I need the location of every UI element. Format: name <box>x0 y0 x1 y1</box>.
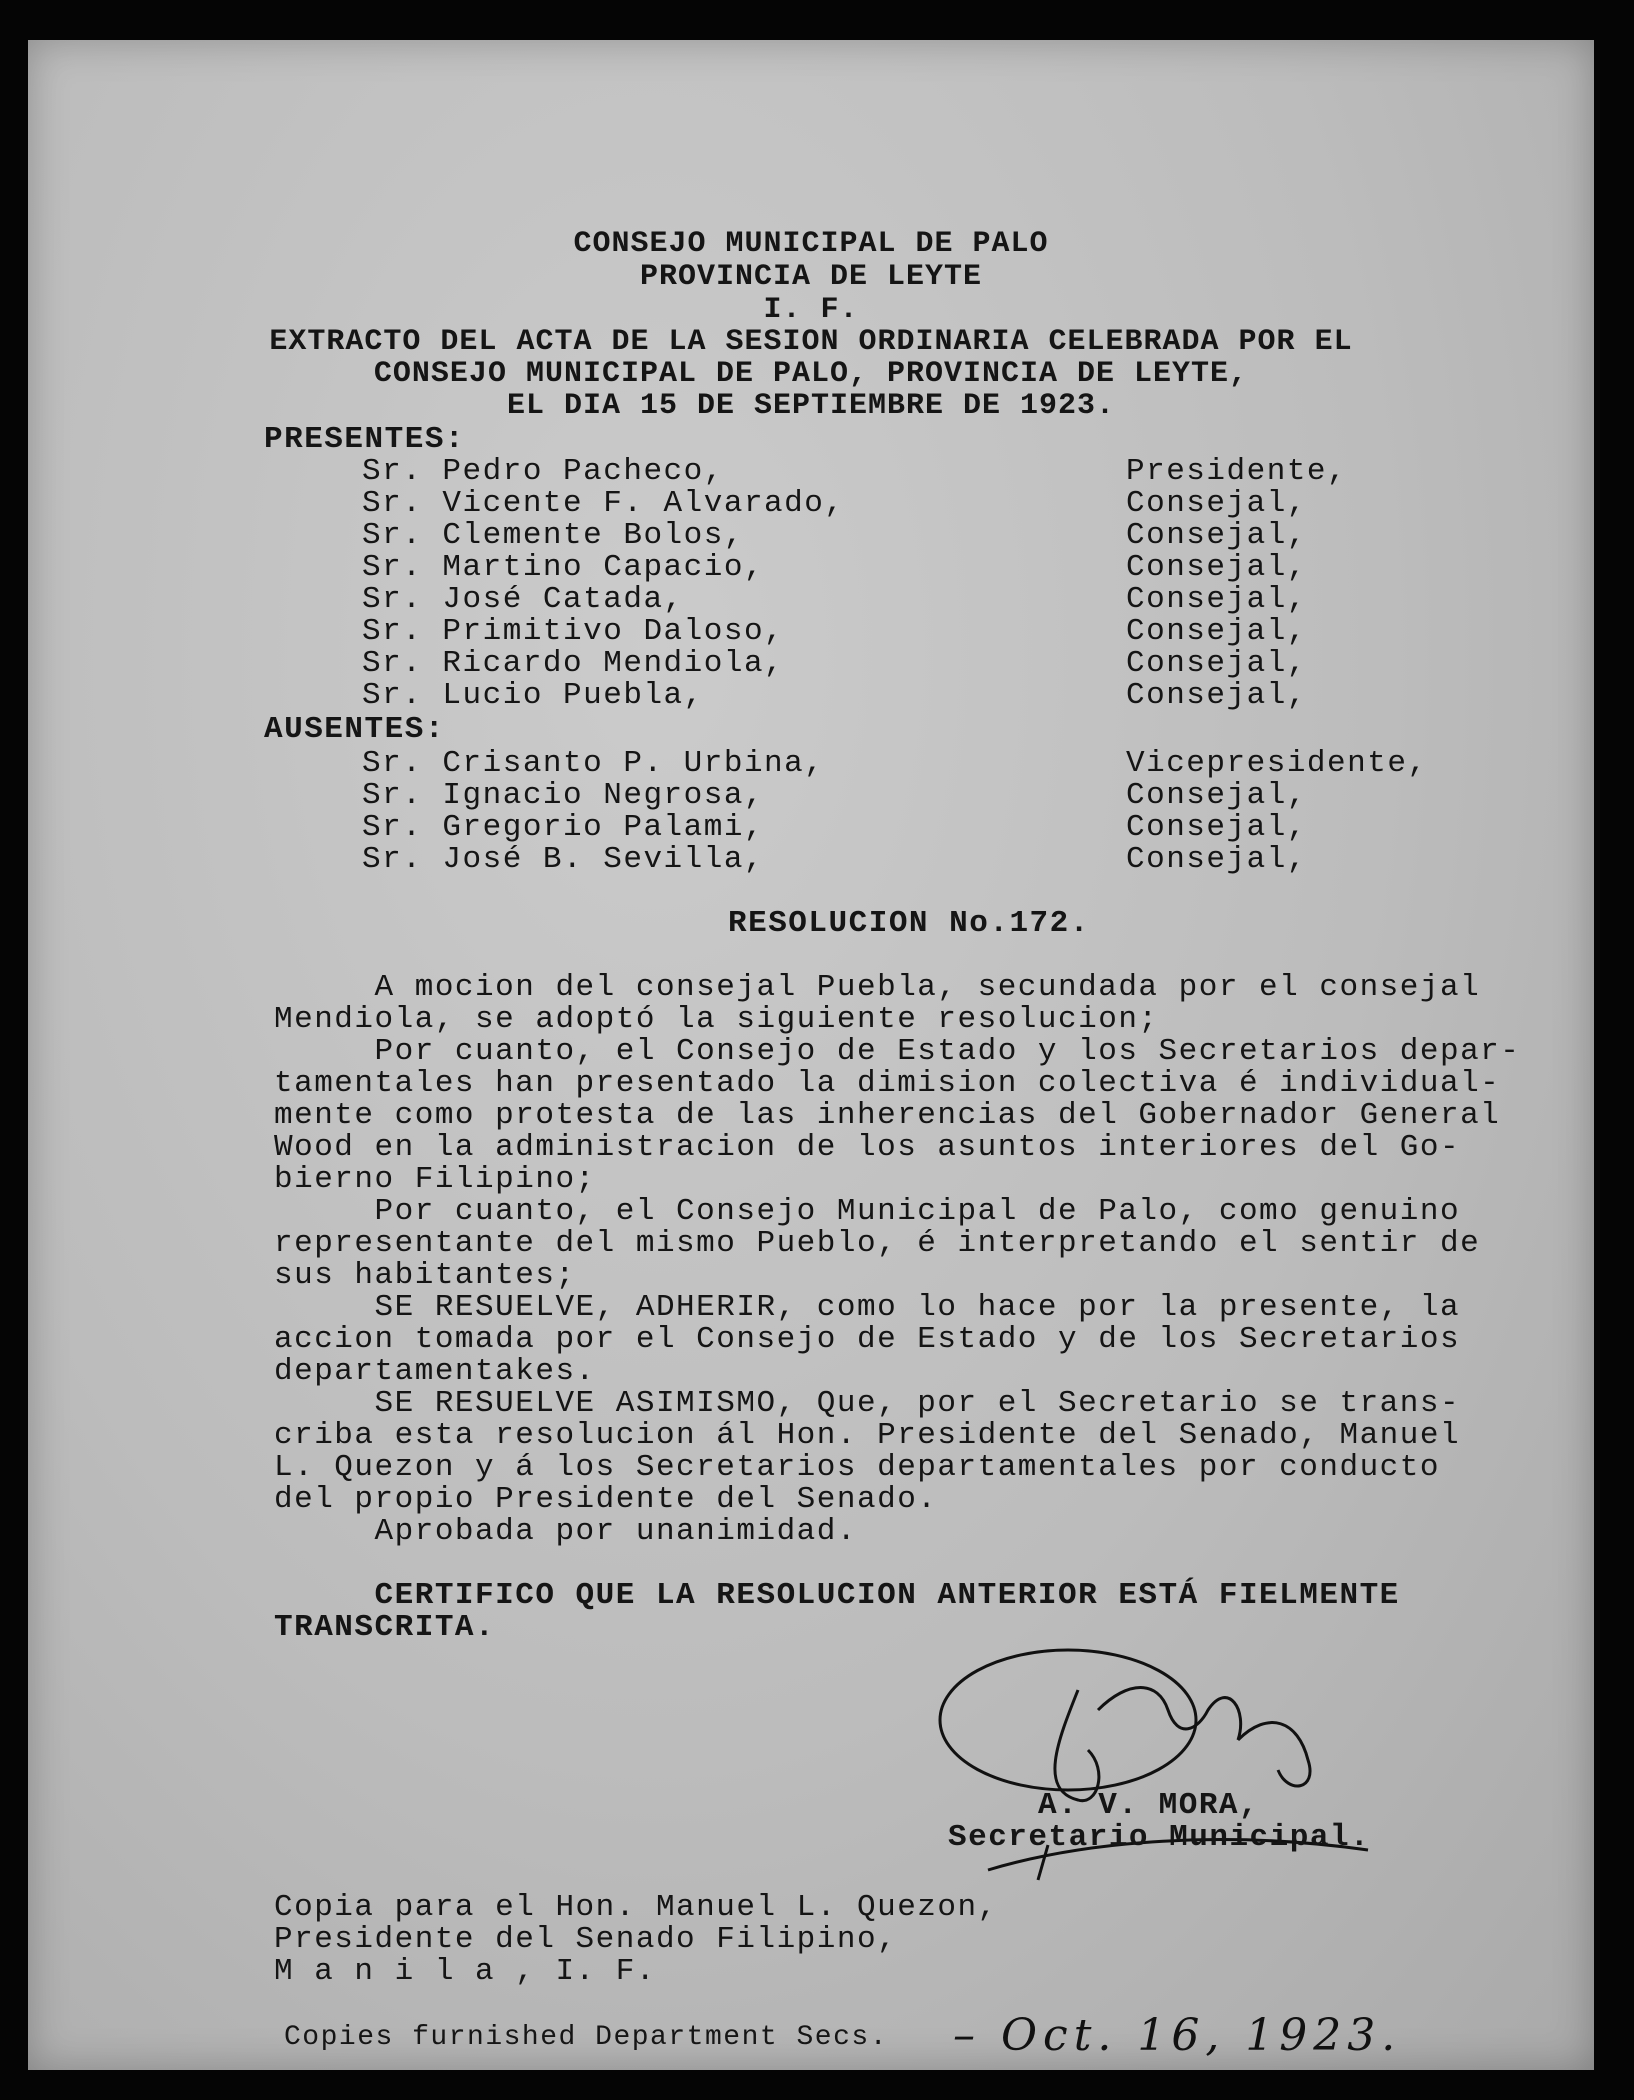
copy-recipient: Copia para el Hon. Manuel L. Quezon, <box>274 1890 998 1925</box>
attendee-role: Consejal, <box>1126 486 1307 521</box>
handwritten-date: – Oct. 16, 1923. <box>953 2010 1402 2061</box>
body-line: criba esta resolucion ál Hon. Presidente del Senado, Manuel <box>274 1418 1461 1453</box>
attendee-name: Sr. Clemente Bolos, <box>362 518 744 553</box>
attendee-name: Sr. Primitivo Daloso, <box>362 614 785 649</box>
body-line: Mendiola, se adoptó la siguiente resolucion; <box>274 1002 1159 1037</box>
attendee-role: Consejal, <box>1126 518 1307 553</box>
absentee-name: Sr. Crisanto P. Urbina, <box>362 746 825 781</box>
absentee-name: Sr. José B. Sevilla, <box>362 842 765 877</box>
attendee-role: Consejal, <box>1126 550 1307 585</box>
resolution-title: RESOLUCION No.172. <box>728 906 1090 941</box>
body-line: accion tomada por el Consejo de Estado y de los Secretarios <box>274 1322 1461 1357</box>
footer-note: Copies furnished Department Secs. <box>284 2022 888 2053</box>
attendee-role: Consejal, <box>1126 614 1307 649</box>
copy-recipient-title: Presidente del Senado Filipino, <box>274 1922 898 1957</box>
header-country: I. F. <box>763 293 859 327</box>
body-line: SE RESUELVE, ADHERIR, como lo hace por la presente, la <box>274 1290 1461 1325</box>
header-date: EL DIA 15 DE SEPTIEMBRE DE 1923. <box>506 389 1116 423</box>
header-council: CONSEJO MUNICIPAL DE PALO <box>573 227 1049 261</box>
body-line: Por cuanto, el Consejo de Estado y los Secretarios depar- <box>274 1034 1521 1069</box>
absentee-role: Vicepresidente, <box>1126 746 1428 781</box>
body-line: tamentales han presentado la dimision colectiva é individual- <box>274 1066 1501 1101</box>
body-line: representante del mismo Pueblo, é interpretando el sentir de <box>274 1226 1481 1261</box>
absentee-name: Sr. Gregorio Palami, <box>362 810 765 845</box>
certification-line: TRANSCRITA. <box>274 1610 496 1645</box>
attendee-role: Presidente, <box>1126 454 1348 489</box>
absentee-role: Consejal, <box>1126 842 1307 877</box>
certification-line: CERTIFICO QUE LA RESOLUCION ANTERIOR ESTÁ FIELMENTE <box>274 1578 1400 1613</box>
body-line: bierno Filipino; <box>274 1162 596 1197</box>
body-line: Por cuanto, el Consejo Municipal de Palo, como genuino <box>274 1194 1461 1229</box>
body-line: departamentakes. <box>274 1354 596 1389</box>
attendee-role: Consejal, <box>1126 646 1307 681</box>
header-extract: EXTRACTO DEL ACTA DE LA SESION ORDINARIA CELEBRADA POR EL <box>269 325 1353 359</box>
header-council-line: CONSEJO MUNICIPAL DE PALO, PROVINCIA DE LEYTE, <box>373 357 1249 391</box>
absentee-role: Consejal, <box>1126 810 1307 845</box>
body-line: Aprobada por unanimidad. <box>274 1514 857 1549</box>
absentee-name: Sr. Ignacio Negrosa, <box>362 778 765 813</box>
document-page <box>28 40 1594 2070</box>
signatory-name: A. V. MORA, <box>1038 1788 1260 1823</box>
body-line: del propio Presidente del Senado. <box>274 1482 938 1517</box>
ausentes-label: AUSENTES: <box>264 712 445 747</box>
attendee-name: Sr. Martino Capacio, <box>362 550 765 585</box>
body-line: mente como protesta de las inherencias del Gobernador General <box>274 1098 1501 1133</box>
header-province: PROVINCIA DE LEYTE <box>639 260 983 294</box>
body-line: sus habitantes; <box>274 1258 576 1293</box>
attendee-name: Sr. Lucio Puebla, <box>362 678 704 713</box>
presentes-label: PRESENTES: <box>264 422 466 457</box>
body-line: A mocion del consejal Puebla, secundada por el consejal <box>274 970 1481 1005</box>
attendee-name: Sr. Ricardo Mendiola, <box>362 646 785 681</box>
copy-recipient-location: M a n i l a , I. F. <box>274 1954 656 1989</box>
attendee-role: Consejal, <box>1126 582 1307 617</box>
body-line: SE RESUELVE ASIMISMO, Que, por el Secretario se trans- <box>274 1386 1461 1421</box>
body-line: Wood en la administracion de los asuntos interiores del Go- <box>274 1130 1461 1165</box>
attendee-name: Sr. Vicente F. Alvarado, <box>362 486 845 521</box>
absentee-role: Consejal, <box>1126 778 1307 813</box>
attendee-role: Consejal, <box>1126 678 1307 713</box>
body-line: L. Quezon y á los Secretarios departamentales por conducto <box>274 1450 1440 1485</box>
attendee-name: Sr. Pedro Pacheco, <box>362 454 724 489</box>
signatory-title: Secretario Municipal. <box>948 1820 1371 1855</box>
attendee-name: Sr. José Catada, <box>362 582 684 617</box>
signature-scribble <box>928 1620 1398 1900</box>
